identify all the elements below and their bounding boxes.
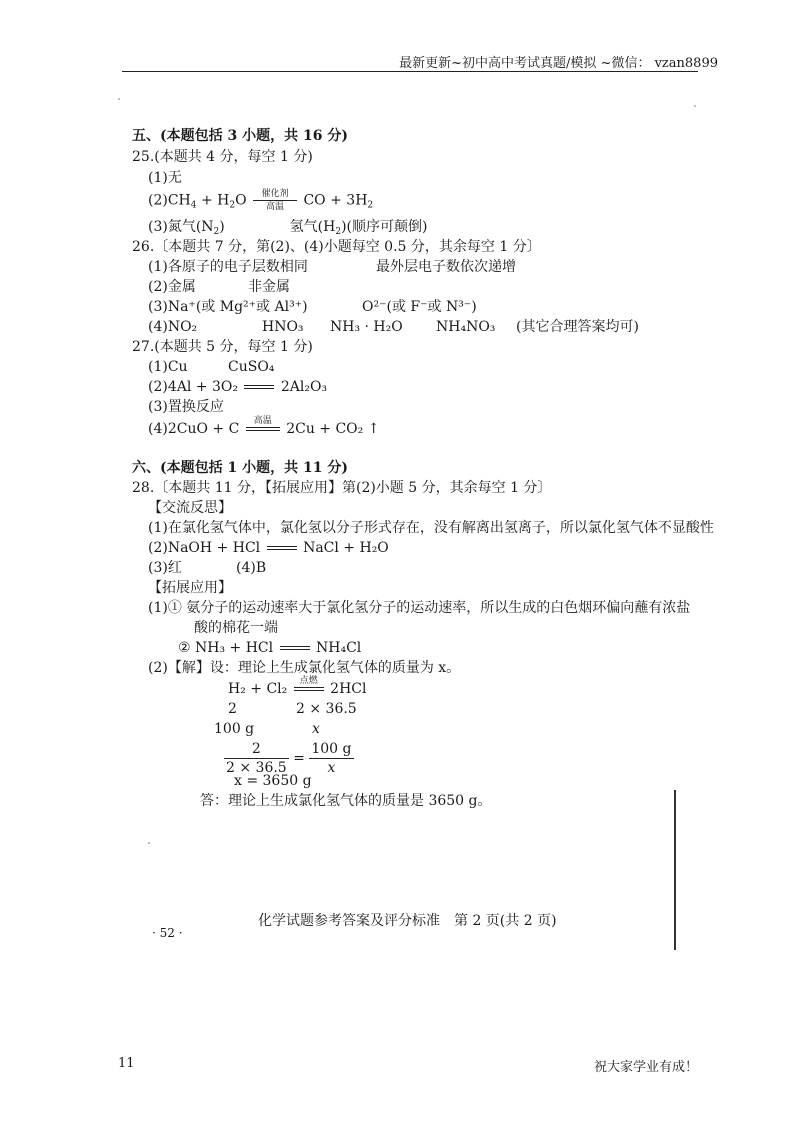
q27-title: 27.(本题共 5 分，每空 1 分): [132, 339, 313, 355]
q28-e2-right: NaCl + H₂O: [303, 540, 389, 556]
q26-answer-4-b: HNO₃: [262, 319, 304, 335]
scan-edge-line: [674, 790, 676, 950]
q28-extend-1-2: [178, 639, 361, 657]
scan-dot: [118, 98, 120, 100]
scan-dot: [694, 105, 696, 107]
calc-ratio-1-left: 2: [228, 701, 237, 717]
footer-page-marker: · 52 ·: [152, 926, 183, 940]
q28-extend-2-intro: (2)【解】设：理论上生成氯化氢气体的质量为 x。: [148, 660, 461, 676]
q26-answer-3-left: (3)Na⁺(或 Mg²⁺或 Al³⁺): [148, 299, 308, 315]
calc-ratio-1-right: 2 × 36.5: [296, 701, 357, 717]
q27-answer-3: (3)置换反应: [148, 399, 224, 415]
q28-e2-equals: [267, 546, 297, 550]
calc-eq-condition: [294, 676, 324, 702]
q28-extend-1-line1: (1)① 氨分子的运动速率大于氯化氢分子的运动速率，所以生成的白色烟环偏向蘸有浓盐: [148, 600, 691, 616]
q25-a2-products: CO + 3H: [303, 192, 368, 209]
calc-frac-2-num: 100 g: [311, 741, 352, 757]
calc-eq-cond-top: 点燃: [299, 676, 318, 686]
q27-a4-cond-top: 高温: [253, 416, 272, 426]
q26-answer-2-left: (2)金属: [148, 279, 196, 295]
q28-exchange-4: (4)B: [236, 560, 267, 576]
calc-frac-2-den: x: [327, 760, 336, 776]
q28-exchange-heading: 【交流反思】: [148, 500, 232, 516]
q28-extend-heading: 【拓展应用】: [148, 580, 232, 596]
q25-cond-top: 催化剂: [261, 189, 289, 199]
q28-x12-left: ② NH₃ + HCl: [178, 640, 274, 656]
q25-a3-n2-end: ): [219, 219, 225, 235]
q25-a2-prefix: (2)CH: [148, 192, 191, 209]
q28-extend-1-line2: 酸的棉花一端: [194, 620, 278, 636]
q25-title: 25.(本题共 4 分，每空 1 分): [132, 149, 313, 165]
calc-ratio-2-left: 100 g: [214, 721, 255, 737]
calc-eq-right: 2HCl: [330, 681, 367, 697]
q25-cond-bot: 高温: [266, 202, 285, 212]
scan-dot: [148, 842, 150, 844]
q26-answer-4-c: NH₃ · H₂O: [330, 319, 403, 335]
q27-answer-2: [148, 378, 327, 396]
calc-equation: [228, 676, 366, 702]
q28-x12-right: NH₄Cl: [316, 640, 362, 656]
q27-a4-condition: [246, 416, 280, 442]
q27-answer-1-left: (1)Cu: [148, 359, 188, 375]
section6-title: 六、(本题包括 1 小题，共 11 分): [132, 460, 348, 476]
q27-a2-right: 2Al₂O₃: [280, 379, 328, 395]
q25-answer-3: (3)氮气$(N_2)$ 氢气$(H_2)$(顺序可颠倒): [148, 219, 428, 237]
header-text: 最新更新~初中高中考试真题/模拟 ~微信： vzan8899: [399, 56, 718, 71]
q27-a4-right: 2Cu + CO₂ ↑: [286, 421, 380, 437]
q25-a2-mid: + H: [196, 192, 230, 209]
footer-blessing: 祝大家学业有成！: [594, 1060, 699, 1075]
q26-answer-4-note: (其它合理答案均可): [516, 319, 639, 335]
q25-answer-2: $(2)CH_4 + H_2O$ 催化剂 高温 CO + $3H_2$: [148, 189, 374, 212]
section5-title: 五、(本题包括 3 小题，共 16 分): [132, 128, 348, 144]
calc-frac-1-num: 2: [224, 740, 289, 759]
q27-a4-left: (4)2CuO + C: [148, 421, 240, 437]
q27-a2-left: (2)4Al + 3O₂: [148, 379, 238, 395]
q25-a3-h2: 氢气(H: [289, 219, 336, 235]
q25-answer-1: (1)无: [148, 170, 182, 186]
q26-title: 26.〔本题共 7 分，第(2)、(4)小题每空 0.5 分，其余每空 1 分〕: [132, 239, 541, 255]
q26-answer-1-left: (1)各原子的电子层数相同: [148, 259, 308, 275]
q26-answer-1-right: 最外层电子数依次递增: [376, 259, 516, 275]
q27-answer-4: [148, 416, 379, 442]
q26-answer-2-right: 非金属: [248, 279, 290, 295]
q28-title: 28.〔本题共 11 分，【拓展应用】第(2)小题 5 分，其余每空 1 分〕: [132, 480, 552, 496]
q27-answer-1-right: CuSO₄: [228, 359, 275, 375]
calc-answer: 答：理论上生成氯化氢气体的质量是 3650 g。: [200, 793, 492, 809]
q25-a3-h2-end: )(顺序可颠倒): [341, 219, 428, 235]
calc-result: x = 3650 g: [234, 773, 312, 789]
q28-e2-left: (2)NaOH + HCl: [148, 540, 261, 556]
calc-eq-left: H₂ + Cl₂: [228, 681, 288, 697]
q25-a2-o: O: [235, 192, 247, 209]
q26-answer-4-d: NH₄NO₃: [436, 319, 496, 335]
q28-x12-equals: [280, 646, 310, 650]
q25-reaction-condition: [253, 189, 297, 212]
calc-ratio-2-right: x: [312, 721, 320, 737]
q28-exchange-2: [148, 539, 389, 557]
footer-page-title: 化学试题参考答案及评分标准 第 2 页(共 2 页): [258, 913, 557, 929]
footer-page-number: 11: [118, 1056, 135, 1071]
q26-answer-3-right: O²⁻(或 F⁻或 N³⁻): [362, 299, 477, 315]
q28-exchange-1: (1)在氯化氢气体中，氯化氢以分子形式存在，没有解离出氢离子，所以氯化氢气体不显酸性: [148, 520, 714, 536]
calc-proportion: $\frac{2}{2 \times 36.5}$ = $\frac{100 g}{x}$: [226, 741, 352, 776]
calc-frac-2: [309, 740, 353, 777]
q27-a2-equals: [244, 385, 274, 389]
q26-answer-4-a: (4)NO₂: [148, 319, 198, 335]
q25-a3-n2: (3)氮气(N: [148, 219, 214, 235]
header-rule: [122, 71, 698, 72]
calc-frac-1-den: 2 × 36.5: [226, 760, 287, 776]
q28-exchange-3: (3)红: [148, 560, 182, 576]
